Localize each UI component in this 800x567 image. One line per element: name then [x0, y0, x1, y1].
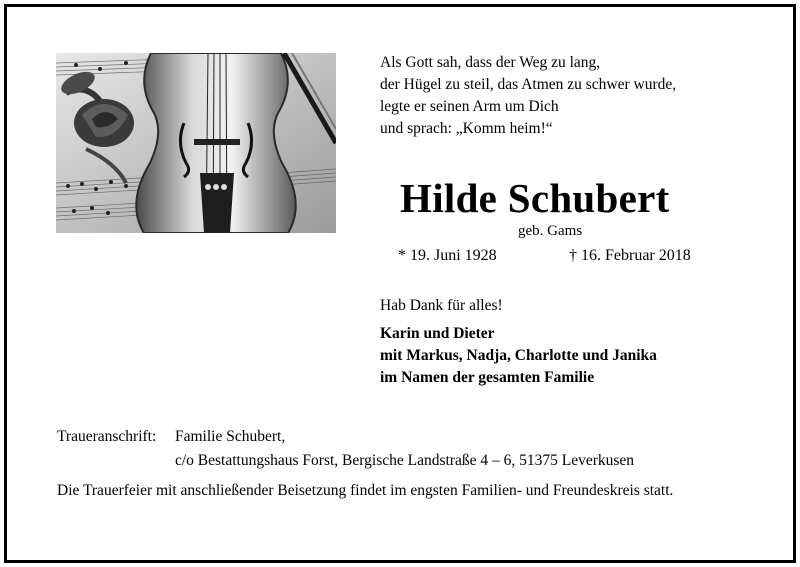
born-name: geb. Gams — [518, 223, 583, 239]
mourners — [380, 323, 657, 389]
mourner-line: Karin und Dieter — [380, 325, 495, 342]
poem-line: der Hügel zu steil, das Atmen zu schwer wurde, — [380, 76, 677, 93]
funeral-notice: Die Trauerfeier mit anschließender Beisetzung findet im engsten Familien- und Freundeskreis statt. — [57, 482, 674, 499]
poem-line: legte er seinen Arm um Dich — [380, 98, 559, 115]
mourner-line: im Namen der gesamten Familie — [380, 369, 595, 386]
poem-line: und sprach: „Komm heim!“ — [380, 120, 553, 137]
poem — [380, 52, 676, 140]
deceased-name: Hilde Schubert — [400, 175, 670, 221]
address-label: Traueranschrift: — [57, 428, 157, 445]
obituary-card — [4, 4, 796, 563]
mourner-line: mit Markus, Nadja, Charlotte und Janika — [380, 347, 657, 364]
thanks-line: Hab Dank für alles! — [380, 297, 503, 314]
address-line-1: Familie Schubert, — [175, 428, 286, 445]
violin-rose-icon — [56, 53, 336, 233]
address-line-2: c/o Bestattungshaus Forst, Bergische Landstraße 4 – 6, 51375 Leverkusen — [175, 452, 635, 469]
violin-photo — [56, 53, 336, 233]
death-date: † 16. Februar 2018 — [569, 247, 691, 264]
birth-date: * 19. Juni 1928 — [398, 247, 497, 264]
poem-line: Als Gott sah, dass der Weg zu lang, — [380, 54, 601, 71]
